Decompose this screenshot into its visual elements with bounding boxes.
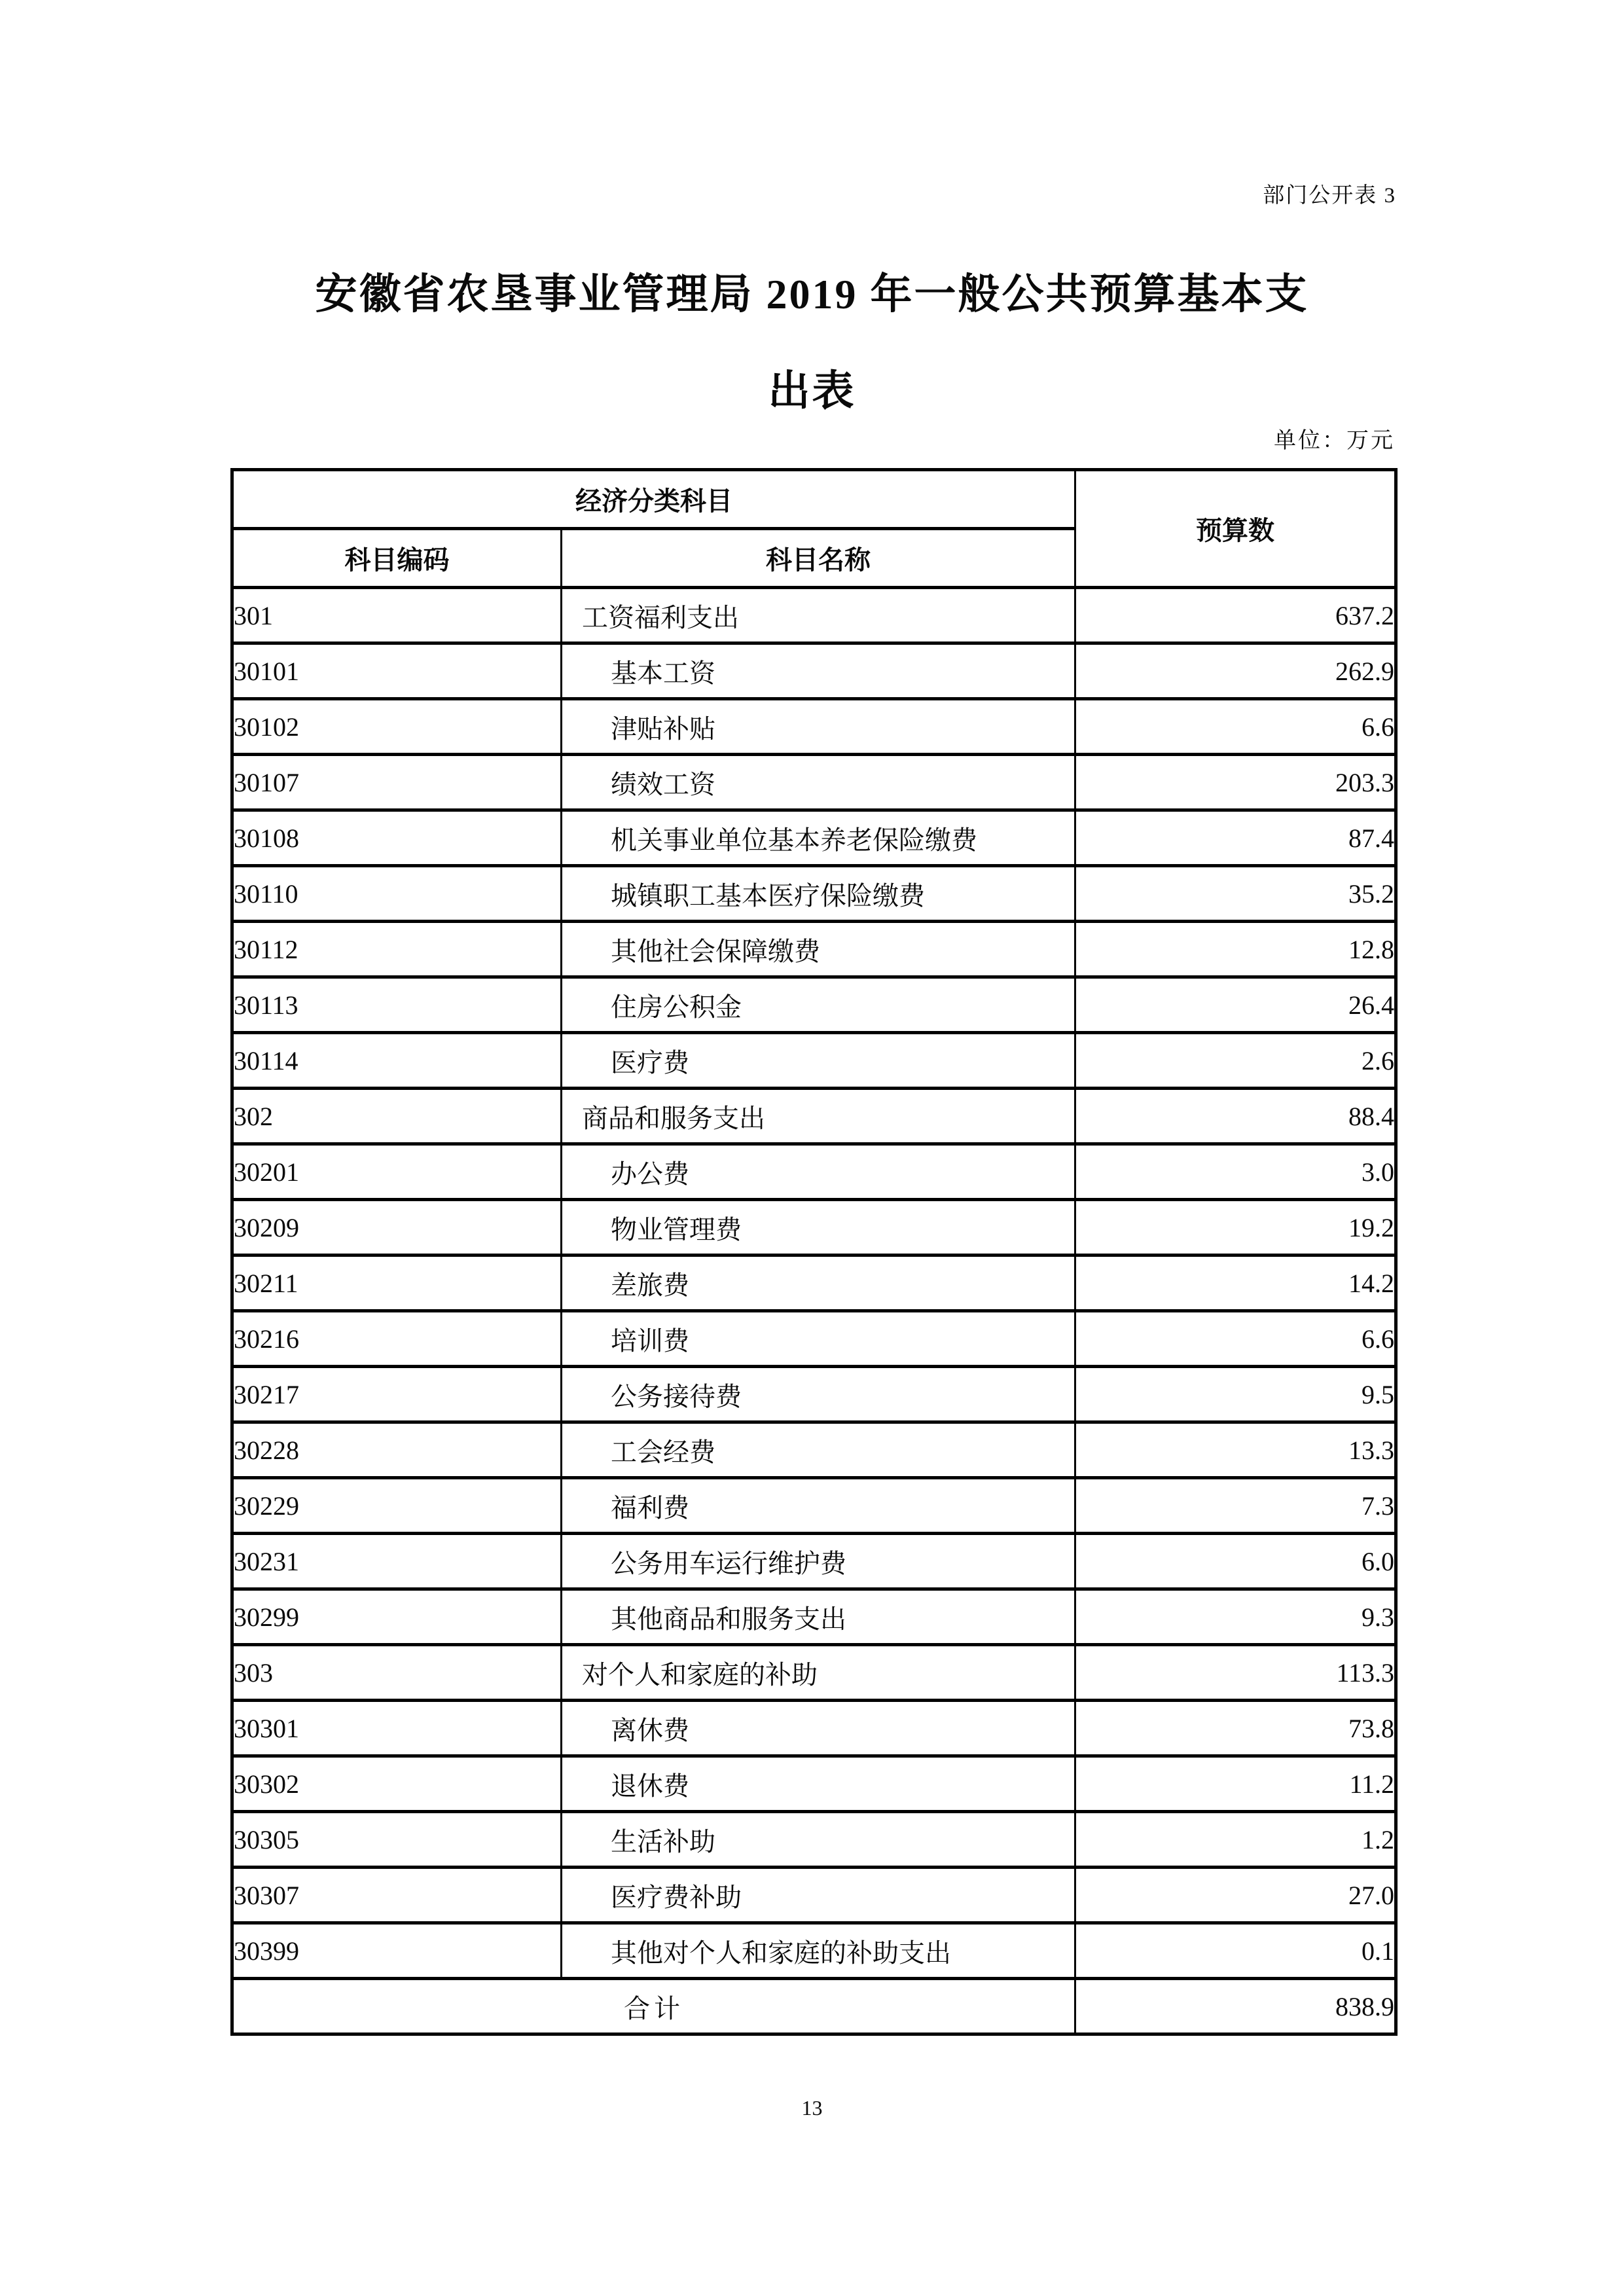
table-row	[232, 1478, 1396, 1534]
table-row	[232, 1200, 1396, 1256]
budget-value-cell: 637.2	[1075, 588, 1396, 643]
budget-value-cell: 0.1	[1075, 1923, 1396, 1979]
page-title-line1: 安徽省农垦事业管理局 2019 年一般公共预算基本支	[315, 271, 1309, 317]
subject-name-cell: 培训费	[562, 1311, 1075, 1367]
subject-code-cell: 30114	[232, 1033, 562, 1089]
header-subject-code: 科目编码	[232, 529, 562, 588]
subject-name-cell: 差旅费	[562, 1256, 1075, 1311]
table-row	[232, 588, 1396, 643]
subject-code-cell: 30299	[232, 1589, 562, 1645]
table-row	[232, 810, 1396, 866]
total-value: 838.9	[1075, 1979, 1396, 2034]
budget-value-cell: 9.3	[1075, 1589, 1396, 1645]
budget-value-cell: 14.2	[1075, 1256, 1396, 1311]
subject-code-cell: 30305	[232, 1812, 562, 1868]
subject-name-cell: 对个人和家庭的补助	[562, 1645, 1075, 1701]
budget-value-cell: 6.0	[1075, 1534, 1396, 1589]
budget-value-cell: 26.4	[1075, 977, 1396, 1033]
budget-value-cell: 13.3	[1075, 1422, 1396, 1478]
budget-value-cell: 9.5	[1075, 1367, 1396, 1422]
budget-value-cell: 262.9	[1075, 643, 1396, 699]
subject-name-cell: 住房公积金	[562, 977, 1075, 1033]
subject-code-cell: 30216	[232, 1311, 562, 1367]
subject-code-cell: 302	[232, 1089, 562, 1144]
table-total-row	[232, 1979, 1396, 2034]
header-subject-name: 科目名称	[562, 529, 1075, 588]
subject-name-cell: 其他商品和服务支出	[562, 1589, 1075, 1645]
table-row	[232, 922, 1396, 977]
table-row	[232, 1589, 1396, 1645]
table-row	[232, 1256, 1396, 1311]
subject-code-cell: 30307	[232, 1868, 562, 1923]
subject-name-cell: 退休费	[562, 1756, 1075, 1812]
subject-name-cell: 绩效工资	[562, 755, 1075, 810]
subject-code-cell: 301	[232, 588, 562, 643]
budget-value-cell: 2.6	[1075, 1033, 1396, 1089]
subject-code-cell: 30101	[232, 643, 562, 699]
table-row	[232, 1367, 1396, 1422]
subject-name-cell: 工会经费	[562, 1422, 1075, 1478]
subject-code-cell: 30107	[232, 755, 562, 810]
subject-code-cell: 30209	[232, 1200, 562, 1256]
budget-value-cell: 113.3	[1075, 1645, 1396, 1701]
subject-name-cell: 机关事业单位基本养老保险缴费	[562, 810, 1075, 866]
table-row	[232, 1756, 1396, 1812]
subject-code-cell: 30102	[232, 699, 562, 755]
table-row	[232, 1645, 1396, 1701]
table-row	[232, 1089, 1396, 1144]
subject-code-cell: 303	[232, 1645, 562, 1701]
budget-value-cell: 27.0	[1075, 1868, 1396, 1923]
subject-name-cell: 公务用车运行维护费	[562, 1534, 1075, 1589]
subject-code-cell: 30113	[232, 977, 562, 1033]
subject-name-cell: 商品和服务支出	[562, 1089, 1075, 1144]
subject-code-cell: 30231	[232, 1534, 562, 1589]
corner-label: 部门公开表 3	[1263, 184, 1396, 208]
table-body	[232, 588, 1396, 1979]
subject-code-cell: 30201	[232, 1144, 562, 1200]
subject-name-cell: 其他社会保障缴费	[562, 922, 1075, 977]
subject-code-cell: 30302	[232, 1756, 562, 1812]
subject-code-cell: 30217	[232, 1367, 562, 1422]
budget-value-cell: 12.8	[1075, 922, 1396, 977]
subject-code-cell: 30112	[232, 922, 562, 977]
table-row	[232, 1701, 1396, 1756]
table-row	[232, 1144, 1396, 1200]
subject-name-cell: 医疗费补助	[562, 1868, 1075, 1923]
table-row	[232, 699, 1396, 755]
subject-name-cell: 办公费	[562, 1144, 1075, 1200]
header-row-group	[232, 470, 1396, 529]
page-title-line2: 出表	[768, 368, 856, 414]
table-row	[232, 755, 1396, 810]
subject-code-cell: 30108	[232, 810, 562, 866]
subject-name-cell: 其他对个人和家庭的补助支出	[562, 1923, 1075, 1979]
subject-name-cell: 工资福利支出	[562, 588, 1075, 643]
budget-value-cell: 19.2	[1075, 1200, 1396, 1256]
unit-label: 单位：万元	[1274, 429, 1395, 453]
subject-name-cell: 城镇职工基本医疗保险缴费	[562, 866, 1075, 922]
budget-value-cell: 3.0	[1075, 1144, 1396, 1200]
table-row	[232, 1311, 1396, 1367]
table-row	[232, 866, 1396, 922]
table-row	[232, 1812, 1396, 1868]
subject-code-cell: 30301	[232, 1701, 562, 1756]
budget-value-cell: 87.4	[1075, 810, 1396, 866]
table-row	[232, 977, 1396, 1033]
subject-name-cell: 津贴补贴	[562, 699, 1075, 755]
table-row	[232, 643, 1396, 699]
subject-code-cell: 30211	[232, 1256, 562, 1311]
subject-code-cell: 30228	[232, 1422, 562, 1478]
subject-name-cell: 生活补助	[562, 1812, 1075, 1868]
table-footer	[232, 1979, 1396, 2034]
budget-table	[230, 468, 1398, 2036]
subject-name-cell: 福利费	[562, 1478, 1075, 1534]
budget-value-cell: 1.2	[1075, 1812, 1396, 1868]
table-row	[232, 1534, 1396, 1589]
subject-name-cell: 基本工资	[562, 643, 1075, 699]
budget-value-cell: 6.6	[1075, 699, 1396, 755]
subject-name-cell: 离休费	[562, 1701, 1075, 1756]
page-number: 13	[801, 2096, 823, 2120]
table-row	[232, 1923, 1396, 1979]
subject-name-cell: 医疗费	[562, 1033, 1075, 1089]
budget-value-cell: 203.3	[1075, 755, 1396, 810]
budget-value-cell: 7.3	[1075, 1478, 1396, 1534]
table-row	[232, 1868, 1396, 1923]
table-row	[232, 1422, 1396, 1478]
table-row	[232, 1033, 1396, 1089]
table-header	[232, 470, 1396, 588]
subject-code-cell: 30229	[232, 1478, 562, 1534]
subject-code-cell: 30110	[232, 866, 562, 922]
header-economic-classification: 经济分类科目	[232, 470, 1075, 529]
subject-name-cell: 公务接待费	[562, 1367, 1075, 1422]
budget-value-cell: 35.2	[1075, 866, 1396, 922]
budget-value-cell: 11.2	[1075, 1756, 1396, 1812]
budget-value-cell: 88.4	[1075, 1089, 1396, 1144]
total-label: 合计	[232, 1979, 1075, 2034]
budget-value-cell: 73.8	[1075, 1701, 1396, 1756]
subject-name-cell: 物业管理费	[562, 1200, 1075, 1256]
subject-code-cell: 30399	[232, 1923, 562, 1979]
budget-value-cell: 6.6	[1075, 1311, 1396, 1367]
header-budget-amount: 预算数	[1075, 470, 1396, 588]
